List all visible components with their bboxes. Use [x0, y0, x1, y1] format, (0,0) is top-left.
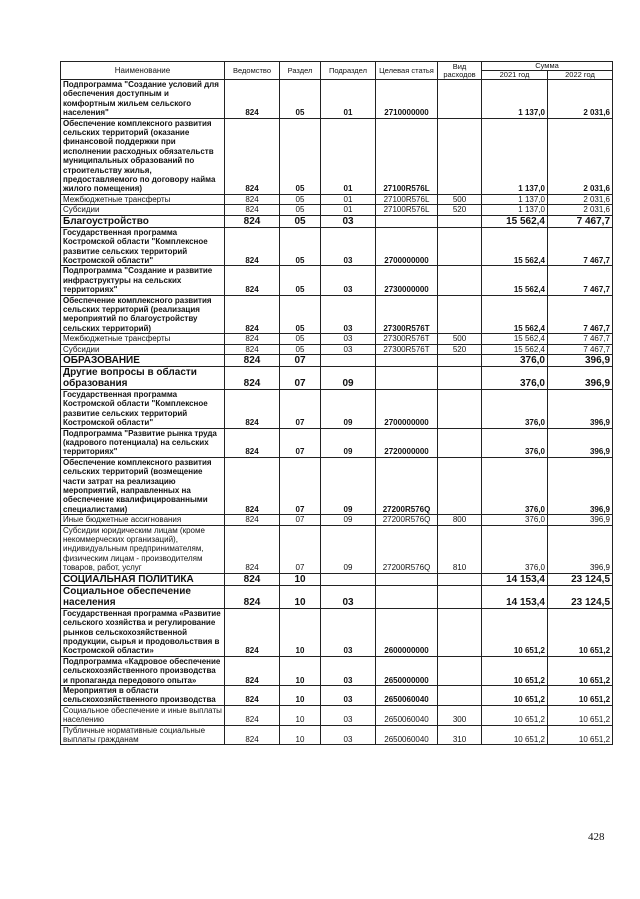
- cell-subsection: 03: [321, 295, 376, 334]
- cell-sum-2022: 2 031,6: [548, 205, 613, 215]
- cell-target: 27100R576L: [376, 118, 438, 194]
- cell-subsection: 01: [321, 205, 376, 215]
- header-2021: 2021 год: [482, 71, 548, 80]
- table-row: [61, 725, 613, 745]
- cell-exp-type: 500: [438, 334, 482, 344]
- table-row: [61, 205, 613, 215]
- cell-sum-2022: 7 467,7: [548, 344, 613, 354]
- cell-exp-type: [438, 608, 482, 656]
- cell-subsection: 09: [321, 457, 376, 514]
- cell-sum-2022: 396,9: [548, 525, 613, 573]
- header-target: Целевая статья: [376, 62, 438, 80]
- cell-section: 07: [280, 525, 321, 573]
- cell-sum-2021: 376,0: [482, 525, 548, 573]
- cell-section: 05: [280, 215, 321, 227]
- cell-subsection: 03: [321, 334, 376, 344]
- cell-target: 27300R576T: [376, 334, 438, 344]
- cell-name: Обеспечение комплексного развития сельских территорий (оказание финансовой поддержки при исполнении расходных обязательств муниципальных образований по строительству жилья, предоставляемого по договору найма жилого помещения): [61, 118, 225, 194]
- table-row: [61, 428, 613, 457]
- cell-section: 05: [280, 205, 321, 215]
- cell-exp-type: [438, 227, 482, 266]
- cell-target: 2600000000: [376, 608, 438, 656]
- table-body: [61, 80, 613, 745]
- cell-sum-2021: 376,0: [482, 354, 548, 366]
- table-row: [61, 227, 613, 266]
- cell-sum-2022: 396,9: [548, 428, 613, 457]
- cell-name: Обеспечение комплексного развития сельских территорий (реализация мероприятий по благоустройству сельских территорий): [61, 295, 225, 334]
- header-2022: 2022 год: [548, 71, 613, 80]
- cell-target: 2650060040: [376, 705, 438, 725]
- table-row: [61, 573, 613, 585]
- cell-exp-type: 800: [438, 515, 482, 525]
- cell-subsection: 03: [321, 608, 376, 656]
- cell-sum-2021: 376,0: [482, 515, 548, 525]
- cell-dept: 824: [225, 457, 280, 514]
- cell-subsection: 01: [321, 118, 376, 194]
- cell-name: Подпрограмма "Создание условий для обеспечения доступным и комфортным жильем сельского населения": [61, 80, 225, 119]
- cell-subsection: 03: [321, 585, 376, 608]
- cell-dept: 824: [225, 525, 280, 573]
- budget-table: [60, 61, 613, 745]
- cell-target: 2700000000: [376, 389, 438, 428]
- cell-dept: 824: [225, 515, 280, 525]
- cell-name: Социальное обеспечение населения: [61, 585, 225, 608]
- cell-dept: 824: [225, 215, 280, 227]
- cell-exp-type: [438, 80, 482, 119]
- table-row: [61, 215, 613, 227]
- cell-sum-2021: 15 562,4: [482, 266, 548, 295]
- cell-name: Иные бюджетные ассигнования: [61, 515, 225, 525]
- cell-exp-type: 520: [438, 344, 482, 354]
- cell-sum-2021: 1 137,0: [482, 194, 548, 204]
- cell-sum-2021: 10 651,2: [482, 685, 548, 705]
- cell-exp-type: [438, 295, 482, 334]
- cell-name: Подпрограмма "Развитие рынка труда (кадрового потенциала) на сельских территориях": [61, 428, 225, 457]
- cell-sum-2021: 376,0: [482, 366, 548, 389]
- cell-target: 27200R576Q: [376, 457, 438, 514]
- cell-dept: 824: [225, 295, 280, 334]
- cell-sum-2022: 10 651,2: [548, 725, 613, 745]
- cell-sum-2021: 10 651,2: [482, 608, 548, 656]
- cell-name: Межбюджетные трансферты: [61, 194, 225, 204]
- cell-sum-2022: 396,9: [548, 354, 613, 366]
- cell-dept: 824: [225, 428, 280, 457]
- cell-sum-2021: 1 137,0: [482, 205, 548, 215]
- cell-sum-2022: 10 651,2: [548, 705, 613, 725]
- cell-sum-2021: 10 651,2: [482, 656, 548, 685]
- cell-sum-2021: 15 562,4: [482, 344, 548, 354]
- cell-target: 2720000000: [376, 428, 438, 457]
- cell-subsection: 03: [321, 215, 376, 227]
- cell-sum-2022: 396,9: [548, 366, 613, 389]
- cell-section: 05: [280, 266, 321, 295]
- table-row: [61, 515, 613, 525]
- cell-exp-type: [438, 389, 482, 428]
- cell-exp-type: [438, 656, 482, 685]
- cell-sum-2021: 376,0: [482, 389, 548, 428]
- page-number: 428: [588, 831, 605, 843]
- cell-section: 10: [280, 573, 321, 585]
- header-exp-type: Вид расходов: [438, 62, 482, 80]
- cell-subsection: 03: [321, 227, 376, 266]
- cell-sum-2022: 7 467,7: [548, 215, 613, 227]
- cell-dept: 824: [225, 725, 280, 745]
- cell-target: 27100R576L: [376, 205, 438, 215]
- cell-sum-2022: 7 467,7: [548, 295, 613, 334]
- cell-subsection: 09: [321, 366, 376, 389]
- cell-sum-2022: 10 651,2: [548, 608, 613, 656]
- cell-section: 07: [280, 428, 321, 457]
- cell-name: Субсидии: [61, 344, 225, 354]
- cell-dept: 824: [225, 366, 280, 389]
- cell-sum-2021: 15 562,4: [482, 227, 548, 266]
- cell-sum-2021: 15 562,4: [482, 215, 548, 227]
- cell-subsection: 01: [321, 194, 376, 204]
- table-row: [61, 366, 613, 389]
- cell-sum-2021: 14 153,4: [482, 573, 548, 585]
- cell-exp-type: [438, 215, 482, 227]
- cell-sum-2022: 7 467,7: [548, 266, 613, 295]
- cell-section: 07: [280, 515, 321, 525]
- cell-sum-2022: 396,9: [548, 457, 613, 514]
- cell-name: Государственная программа Костромской области "Комплексное развитие сельских территорий Костромской области": [61, 227, 225, 266]
- cell-section: 07: [280, 457, 321, 514]
- cell-dept: 824: [225, 656, 280, 685]
- cell-exp-type: [438, 573, 482, 585]
- cell-target: 27200R576Q: [376, 515, 438, 525]
- cell-subsection: 09: [321, 515, 376, 525]
- table-row: [61, 295, 613, 334]
- cell-exp-type: 810: [438, 525, 482, 573]
- cell-section: 05: [280, 194, 321, 204]
- cell-sum-2022: 2 031,6: [548, 80, 613, 119]
- cell-sum-2021: 1 137,0: [482, 118, 548, 194]
- table-row: [61, 656, 613, 685]
- cell-sum-2021: 15 562,4: [482, 295, 548, 334]
- cell-target: 27200R576Q: [376, 525, 438, 573]
- cell-subsection: 03: [321, 705, 376, 725]
- cell-sum-2021: 10 651,2: [482, 725, 548, 745]
- cell-dept: 824: [225, 685, 280, 705]
- header-name: Наименование: [61, 62, 225, 80]
- cell-target: 2650000000: [376, 656, 438, 685]
- table-row: [61, 608, 613, 656]
- cell-subsection: 03: [321, 344, 376, 354]
- cell-section: 07: [280, 389, 321, 428]
- cell-dept: 824: [225, 608, 280, 656]
- cell-sum-2022: 23 124,5: [548, 573, 613, 585]
- header-section: Раздел: [280, 62, 321, 80]
- cell-exp-type: [438, 266, 482, 295]
- cell-target: [376, 366, 438, 389]
- cell-sum-2021: 1 137,0: [482, 80, 548, 119]
- cell-name: Межбюджетные трансферты: [61, 334, 225, 344]
- cell-name: СОЦИАЛЬНАЯ ПОЛИТИКА: [61, 573, 225, 585]
- cell-target: 27100R576L: [376, 194, 438, 204]
- cell-sum-2022: 7 467,7: [548, 227, 613, 266]
- cell-target: 27300R576T: [376, 295, 438, 334]
- table-row: [61, 585, 613, 608]
- table-row: [61, 118, 613, 194]
- cell-subsection: 09: [321, 428, 376, 457]
- cell-subsection: [321, 573, 376, 585]
- cell-sum-2021: 376,0: [482, 457, 548, 514]
- cell-dept: 824: [225, 344, 280, 354]
- cell-name: Государственная программа Костромской области "Комплексное развитие сельских территорий Костромской области": [61, 389, 225, 428]
- cell-section: 05: [280, 295, 321, 334]
- cell-name: Субсидии юридическим лицам (кроме некоммерческих организаций), индивидуальным предпринимателям, физическим лицам - производителям товаров, работ, услуг: [61, 525, 225, 573]
- cell-subsection: 09: [321, 525, 376, 573]
- table-row: [61, 354, 613, 366]
- table-row: [61, 705, 613, 725]
- cell-name: Субсидии: [61, 205, 225, 215]
- table-row: [61, 194, 613, 204]
- cell-dept: 824: [225, 205, 280, 215]
- cell-dept: 824: [225, 354, 280, 366]
- cell-exp-type: [438, 585, 482, 608]
- cell-section: 05: [280, 227, 321, 266]
- cell-sum-2022: 10 651,2: [548, 685, 613, 705]
- cell-section: 05: [280, 118, 321, 194]
- cell-name: Государственная программа «Развитие сельского хозяйства и регулирование рынков сельскохозяйственной продукции, сырья и продовольствия в Костромской области»: [61, 608, 225, 656]
- cell-dept: 824: [225, 585, 280, 608]
- cell-section: 05: [280, 334, 321, 344]
- cell-target: [376, 585, 438, 608]
- cell-target: 27300R576T: [376, 344, 438, 354]
- budget-sheet: [60, 61, 612, 745]
- cell-target: 2730000000: [376, 266, 438, 295]
- table-row: [61, 266, 613, 295]
- cell-dept: 824: [225, 118, 280, 194]
- cell-target: [376, 354, 438, 366]
- cell-section: 07: [280, 354, 321, 366]
- table-row: [61, 344, 613, 354]
- cell-name: Публичные нормативные социальные выплаты гражданам: [61, 725, 225, 745]
- cell-exp-type: 520: [438, 205, 482, 215]
- cell-exp-type: [438, 366, 482, 389]
- cell-dept: 824: [225, 194, 280, 204]
- cell-exp-type: [438, 685, 482, 705]
- cell-section: 10: [280, 685, 321, 705]
- cell-target: [376, 215, 438, 227]
- cell-sum-2022: 23 124,5: [548, 585, 613, 608]
- table-row: [61, 525, 613, 573]
- cell-section: 10: [280, 656, 321, 685]
- cell-sum-2022: 10 651,2: [548, 656, 613, 685]
- cell-sum-2022: 2 031,6: [548, 194, 613, 204]
- table-row: [61, 389, 613, 428]
- cell-subsection: 03: [321, 656, 376, 685]
- header-sum: Сумма: [482, 62, 613, 71]
- table-row: [61, 457, 613, 514]
- cell-sum-2021: 15 562,4: [482, 334, 548, 344]
- cell-target: 2650060040: [376, 685, 438, 705]
- cell-subsection: 01: [321, 80, 376, 119]
- cell-sum-2022: 2 031,6: [548, 118, 613, 194]
- cell-target: 2700000000: [376, 227, 438, 266]
- cell-dept: 824: [225, 80, 280, 119]
- header-dept: Ведомство: [225, 62, 280, 80]
- cell-subsection: 03: [321, 266, 376, 295]
- cell-target: 2650060040: [376, 725, 438, 745]
- cell-exp-type: [438, 354, 482, 366]
- cell-dept: 824: [225, 705, 280, 725]
- cell-subsection: 03: [321, 685, 376, 705]
- table-header: [61, 62, 613, 80]
- cell-dept: 824: [225, 266, 280, 295]
- cell-exp-type: 310: [438, 725, 482, 745]
- cell-exp-type: 500: [438, 194, 482, 204]
- cell-subsection: [321, 354, 376, 366]
- cell-name: Обеспечение комплексного развития сельских территорий (возмещение части затрат на реализацию мероприятий, направленных на обеспечение квалифицированными специалистами): [61, 457, 225, 514]
- cell-dept: 824: [225, 573, 280, 585]
- cell-name: Другие вопросы в области образования: [61, 366, 225, 389]
- cell-name: Благоустройство: [61, 215, 225, 227]
- cell-sum-2021: 376,0: [482, 428, 548, 457]
- cell-dept: 824: [225, 389, 280, 428]
- cell-exp-type: [438, 118, 482, 194]
- cell-name: Подпрограмма "Создание и развитие инфраструктуры на сельских территориях": [61, 266, 225, 295]
- table-row: [61, 685, 613, 705]
- header-subsection: Подраздел: [321, 62, 376, 80]
- cell-section: 10: [280, 725, 321, 745]
- cell-name: Подпрограмма «Кадровое обеспечение сельскохозяйственного производства и пропаганда передового опыта»: [61, 656, 225, 685]
- cell-dept: 824: [225, 227, 280, 266]
- cell-target: [376, 573, 438, 585]
- cell-subsection: 03: [321, 725, 376, 745]
- cell-sum-2022: 396,9: [548, 515, 613, 525]
- cell-section: 10: [280, 608, 321, 656]
- cell-target: 2710000000: [376, 80, 438, 119]
- cell-sum-2022: 7 467,7: [548, 334, 613, 344]
- cell-section: 07: [280, 366, 321, 389]
- cell-sum-2022: 396,9: [548, 389, 613, 428]
- cell-exp-type: [438, 428, 482, 457]
- cell-section: 05: [280, 344, 321, 354]
- cell-name: Мероприятия в области сельскохозяйственного производства: [61, 685, 225, 705]
- cell-section: 10: [280, 705, 321, 725]
- cell-exp-type: [438, 457, 482, 514]
- cell-sum-2021: 10 651,2: [482, 705, 548, 725]
- cell-exp-type: 300: [438, 705, 482, 725]
- cell-section: 10: [280, 585, 321, 608]
- table-row: [61, 80, 613, 119]
- cell-name: ОБРАЗОВАНИЕ: [61, 354, 225, 366]
- cell-name: Социальное обеспечение и иные выплаты населению: [61, 705, 225, 725]
- cell-subsection: 09: [321, 389, 376, 428]
- table-row: [61, 334, 613, 344]
- cell-dept: 824: [225, 334, 280, 344]
- cell-sum-2021: 14 153,4: [482, 585, 548, 608]
- cell-section: 05: [280, 80, 321, 119]
